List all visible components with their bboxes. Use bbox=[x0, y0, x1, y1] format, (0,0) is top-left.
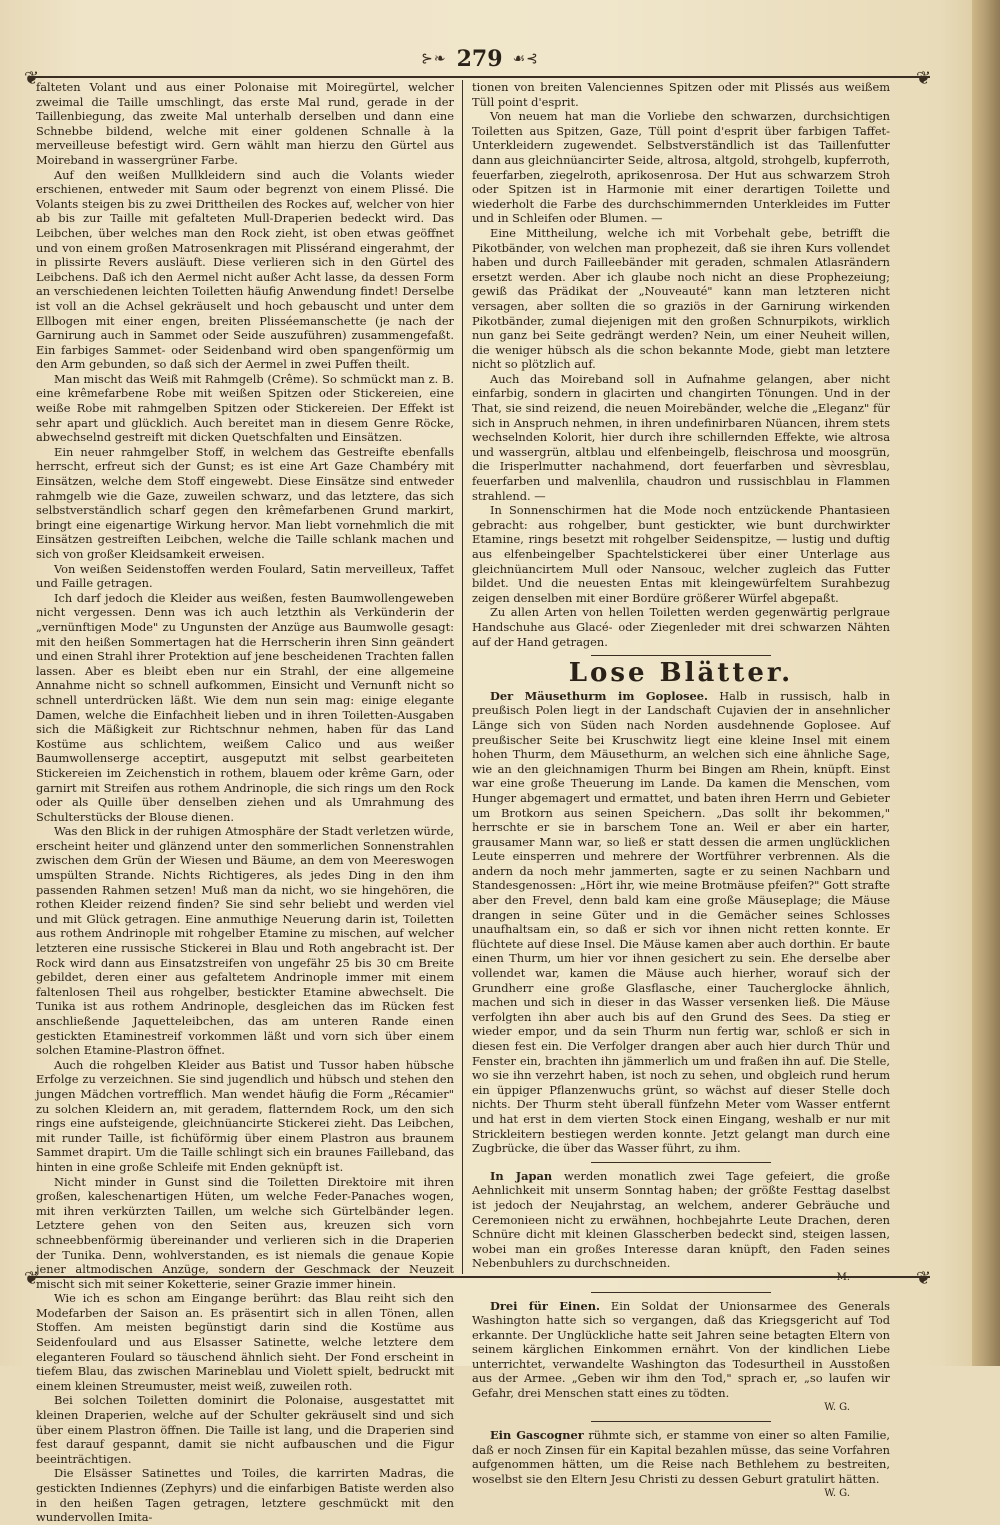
paragraph: Von weißen Seidenstoffen werden Foulard, Satin merveilleux, Taffet und Faille getragen. bbox=[36, 561, 454, 591]
story-title: Drei für Einen. bbox=[490, 1298, 600, 1313]
paragraph: In Sonnenschirmen hat die Mode noch entzückende Phantasieen gebracht: aus rohgelber, bunt gestickter, wie bunt durchwirkter Etamine, rings besetzt mit rohgelber Seidenspitze, — lustig und duftig aus elfenbeingelber Spachtelstickerei über einer Unterlage aus gleichnüancirtem Mull oder Nansouc, welcher zugleich das Futter bildet. Und die neuesten Entas mit kleingewürfeltem Surahbezug zeigen denselben mit einer Bordüre größerer Würfel abgepaßt. bbox=[472, 503, 890, 605]
left-column bbox=[36, 80, 454, 1525]
paragraph: Auch das Moireband soll in Aufnahme gelangen, aber nicht einfarbig, sondern in glacirten und changirten Tönungen. Und in der That, sie sind reizend, die neuen Moirebänder, welche die „Eleganz" für sich in Anspruch nehmen, in ihren undefinirbaren Nüancen, ihrem stets wechselnden Kolorit, hier durch ihre schillernden Effekte, wie altrosa und wassergrün, altblau und elfenbeingelb, fleischrosa und moosgrün, die Irisperlmutter nachahmend, dort feuerfarben und sèvresblau, feuerfarben und malvenlila, chaudron und russischblau in Flammen strahlend. — bbox=[472, 371, 890, 503]
signature: W. G. bbox=[824, 1401, 850, 1413]
story-divider bbox=[591, 1292, 771, 1293]
paragraph: Ein neuer rahmgelber Stoff, in welchem das Gestreifte ebenfalls herrscht, erfreut sich der Gunst; es ist eine Art Gaze Chambéry mit Einsätzen, welche dem Stoff eingewebt. Diese Einsätze sind entweder rahmgelb wie die Gaze, zuweilen schwarz, und das letztere, das sich selbstverständlich scharf gegen den krêmefarbenen Grund markirt, bringt eine eigenartige Wirkung hervor. Man liebt vornehmlich die mit Einsätzen gestreiften Leibchen, welche die Taille schlank machen und sich von großer Kleidsamkeit erweisen. bbox=[36, 444, 454, 561]
page-header bbox=[380, 44, 580, 74]
paragraph: Bei solchen Toiletten dominirt die Polonaise, ausgestattet mit kleinen Draperien, welche auf der Schulter gekräuselt sind und sich über einem Plastron öffnen. Die Taille ist lang, und die Draperien sind fest darauf gespannt, damit sie nicht aufbauschen und die Figur beeinträchtigen. bbox=[36, 1393, 454, 1466]
paragraph: Was den Blick in der ruhigen Atmosphäre der Stadt verletzen würde, erscheint heiter und glänzend unter den sommerlichen Sonnenstrahlen zwischen dem Grün der Wiesen und Bäume, an dem von Meereswogen umspülten Strande. Nichts Richtigeres, als jedes Ding in den ihm passenden Rahmen setzen! Muß man da nicht, wo sie hingehören, die rothen Kleider reizend finden? Sie sind sehr beliebt und werden viel und mit Glück getragen. Eine anmuthige Neuerung darin ist, Toiletten aus rothem Andrinople mit rohgelber Etamine zu mischen, auf welcher letzteren eine russische Stickerei in Blau und Roth angebracht ist. Der Rock wird dann aus Einsatzstreifen von ungefähr 25 bis 30 cm Breite gebildet, deren einer aus gefaltetem Andrinople immer mit einem faltenlosen Theil aus rohgelber, bestickter Etamine abwechselt. Die Tunika ist aus rothem Andrinople, desgleichen das im Rücken fest anschließende Jaquetteleibchen, das am unteren Rande einen gestickten Etaminestreif vorkommen läßt und vorn sich über einem solchen Etamine-Plastron öffnet. bbox=[36, 824, 454, 1058]
story-paragraph bbox=[472, 689, 890, 1156]
story-divider bbox=[591, 1421, 771, 1422]
story-title: Der Mäusethurm im Goplosee. bbox=[490, 688, 709, 703]
right-column bbox=[472, 80, 891, 1499]
column-divider bbox=[462, 80, 463, 1274]
story-text: Halb in russisch, halb in preußisch Polen liegt in der Landschaft Cujavien der in ansehnlicher Länge sich von Süden nach Norden ausdehnende Goplosee. Auf preußischer Seite bei Kruschwitz liegt eine kleine Insel mit einem hohen Thurm, dem Mäusethurm, an welchen sich eine ähnliche Sage, wie an den gleichnamigen Thurm bei Bingen am Rhein, knüpft. Einst war eine große Theuerung im Lande. Da kamen die Menschen, vom Hunger abgemagert und ermattet, und baten ihren Herrn und Gebieter um Brotkorn aus seinen Speichern. „Das sollt ihr bekommen," herrschte er sie in barschem Tone an. Weil er aber ein harter, grausamer Mann war, so ließ er statt dessen die armen unglücklichen Leute einsperren und mehrere der Wortführer verbrennen. Als die andern da noch mehr jammerten, sagte er zu seinen Nachbarn und Standesgenossen: „Hört ihr, wie meine Brotmäuse pfeifen?" Gott strafte aber den Frevel, denn bald kam eine große Mäuseplage; die Mäuse drangen in seine Güter und in die Gemächer seines Schlosses unaufhaltsam ein, so daß er sich vor ihnen nicht retten konnte. Er flüchtete auf diese Insel. Die Mäuse kamen aber auch dorthin. Er baute einen Thurm, um hier vor ihnen gesichert zu sein. Ehe derselbe aber vollendet war, kamen die Mäuse auch hierher, worauf sich der Grundherr eine große Glasflasche, einer Taucherglocke ähnlich, machen und sich in dieser in das Wasser versenken ließ. Die Mäuse verfolgten ihn aber auch bis auf den Grund des Sees. Da stieg er wieder empor, und da sein Thurm nun fertig war, schloß er sich in diesen fest ein. Die Verfolger drangen aber auch hier durch Thür und Fenster ein, brachten ihn jämmerlich um und fraßen ihn auf. Die Stelle, wo sie ihn verzehrt haben, ist noch zu sehen, und obgleich rund herum ein üppiger Pflanzenwuchs grünt, so wächst auf dieser Stelle doch nichts. Der Thurm steht überall fünfzehn Meter vom Wasser entfernt und hat erst in dem vierten Stock einen Eingang, weshalb er nur mit Strickleitern bestiegen werden konnte. Jetzt gelangt man durch eine Zugbrücke, die über das Wasser führt, zu ihm. bbox=[472, 688, 890, 1156]
top-border-rule bbox=[30, 76, 930, 78]
story-text: Ein Soldat der Unionsarmee des Generals Washington hatte sich so vergangen, daß das Kriegsgericht auf Tod erkannte. Der Unglückliche hatte seit Jahren seine betagten Eltern von seinem kärglichen Einkommen ernährt. Von der kindlichen Liebe unterrichtet, verwandelte Washington das Todesurtheil in Ausstoßen aus der Armee. „Geben wir ihm den Tod," sprach er, „so laufen wir Gefahr, drei Menschen statt eines zu tödten. bbox=[472, 1298, 890, 1401]
section-title: Lose Blätter. bbox=[568, 658, 794, 689]
corner-ornament-icon: ❦ bbox=[24, 68, 40, 89]
story-paragraph bbox=[472, 1428, 890, 1486]
paragraph: Wie ich es schon am Eingange berührt: das Blau reiht sich den Modefarben der Saison an. Es präsentirt sich in allen Tönen, allen Stoffen. Am meisten begünstigt darin sind die Kostüme aus Seidenfoulard und aus Elsasser Satinette, welche letztere dem eleganteren Foulard so täuschend ähnlich sieht. Der Fond erscheint in tiefem Blau, das zwischen Marineblau und Violett spielt, bedruckt mit einem kleinen Streumuster, meist weiß, zuweilen roth. bbox=[36, 1291, 454, 1393]
paragraph: Zu allen Arten von hellen Toiletten werden gegenwärtig perlgraue Handschuhe aus Glacé- oder Ziegenleder mit drei schwarzen Nähten auf der Hand getragen. bbox=[472, 605, 890, 649]
paragraph: falteten Volant und aus einer Polonaise mit Moiregürtel, welcher zweimal die Taille umschlingt, das erste Mal rund, gerade in der Taillenbiegung, das zweite Mal unterhalb derselben und dann eine Schnebbe bildend, welche mit einer goldenen Schnalle à la merveilleuse befestigt wird. Gern wählt man hierzu den Gürtel aus Moireband in wassergrüner Farbe. bbox=[36, 80, 454, 167]
story-title: Ein Gascogner bbox=[490, 1428, 584, 1443]
story-title: In Japan bbox=[490, 1168, 553, 1183]
story-paragraph bbox=[472, 1169, 890, 1271]
paragraph: Eine Mittheilung, welche ich mit Vorbehalt gebe, betrifft die Pikotbänder, von welchen man prophezeit, daß sie ihren Kurs vollendet haben und durch Failleebänder mit geraden, schmalen Atlasrändern ersetzt werden. Aber ich glaube noch nicht an diese Prophezeiung; gewiß das Prädikat der „Nouveauté" kann man letzteren nicht versagen, aber sollten die so graziös in der Garnirung wirkenden Pikotbänder, zumal diejenigen mit den großen Schnurpikots, wirklich nun ganz bei Seite gedrängt werden? Nein, um einer Neuheit willen, die weniger hübsch als die schon bekannte Mode, giebt man letztere nicht so plötzlich auf. bbox=[472, 225, 890, 372]
page-number: 279 bbox=[456, 46, 503, 72]
section-divider bbox=[591, 655, 771, 656]
header-ornament-right-icon: ☙⊰ bbox=[512, 51, 539, 67]
corner-ornament-icon: ❦ bbox=[916, 68, 932, 89]
corner-ornament-icon: ❦ bbox=[916, 1268, 932, 1289]
header-ornament-left-icon: ⊱❧ bbox=[421, 51, 447, 67]
paragraph: Die Elsässer Satinettes und Toiles, die karrirten Madras, die gestickten Indiennes (Zephyrs) und die einfarbigen Batiste werden also in den heißen Tagen getragen, letztere geschmückt mit den wundervollen Imita- bbox=[36, 1466, 454, 1525]
paragraph: Auch die rohgelben Kleider aus Batist und Tussor haben hübsche Erfolge zu verzeichnen. Sie sind jugendlich und hübsch und stehen den jungen Mädchen vortrefflich. Man wendet häufig die Form „Récamier" zu solchen Kleidern an, mit geradem, flatterndem Rock, um den sich rings eine aufsteigende, gleichnüancirte Stickerei zieht. Das Leibchen, mit runder Taille, ist fichüförmig über einem Plastron aus braunem Sammet drapirt. Um die Taille schlingt sich ein braunes Failleband, das hinten in eine große Schleife mit Enden geknüpft ist. bbox=[36, 1057, 454, 1174]
paragraph: Auf den weißen Mullkleidern sind auch die Volants wieder erschienen, entweder mit Saum oder begrenzt von einem Plissé. Die Volants steigen bis zu zwei Drittheilen des Rockes auf, welcher von hier ab bis zur Taille mit gefalteten Mull-Draperien bedeckt wird. Das Leibchen, über welches man den Rock zieht, ist oben etwas geöffnet und von einem großen Matrosenkragen mit Plissérand eingerahmt, der in plissirte Revers ausläuft. Diese verlieren sich in den Gürtel des Leibchens. Daß ich den Aermel nicht außer Acht lasse, da dessen Form an verschiedenen leichten Toiletten häufig Anwendung findet! Derselbe ist voll an die Achsel gekräuselt und hoch gebauscht und unter dem Ellbogen mit einer engen, breiten Plisséemanschette (je nach der Garnirung auch in Sammet oder Seide auszuführen) zusammengefaßt. Ein farbiges Sammet- oder Seidenband wird oben spangenförmig um den Arm gebunden, so daß sich der Aermel in zwei Puffen theilt. bbox=[36, 167, 454, 372]
story-text: rühmte sich, er stamme von einer so alten Familie, daß er noch Zinsen für ein Kapital bezahlen müsse, das seine Vorfahren aufgenommen hätten, um die Reise nach Bethlehem zu bestreiten, woselbst sie den Eltern Jesu Christi zu dessen Geburt gratulirt hätten. bbox=[472, 1428, 891, 1487]
book-binding-edge bbox=[972, 0, 1000, 1366]
story-text: werden monatlich zwei Tage gefeiert, die große Aehnlichkeit mit unserm Sonntag haben; der größte Festtag daselbst ist jedoch der Neujahrstag, an welchem, anderer Gebräuche und Ceremonieen nicht zu erwähnen, hochbejahrte Leute Drachen, deren Schnüre dicht mit kleinen Glasscherben bedeckt sind, steigen lassen, wobei man ein großes Interesse daran knüpft, den Faden seines Nebenbuhlers zu durchschneiden. bbox=[472, 1168, 890, 1271]
corner-ornament-icon: ❦ bbox=[24, 1268, 40, 1289]
paragraph: Nicht minder in Gunst sind die Toiletten Direktoire mit ihren großen, kaleschenartigen Hüten, um welche Feder-Panaches wogen, mit ihren verkürzten Taillen, um welche sich Gürtelbänder legen. Letztere gehen von den Seiten aus, kreuzen sich vorn schneebbenförmig übereinander und verlieren sich in die Draperien der Tunika. Denn, wohlverstanden, es ist niemals die genaue Kopie jener altmodischen Anzüge, sondern der Geschmack der Neuzeit mischt sich mit seiner Koketterie, seiner Grazie immer hinein. bbox=[36, 1174, 454, 1291]
signature: W. G. bbox=[824, 1487, 850, 1499]
signature: M. bbox=[836, 1271, 850, 1283]
story-paragraph bbox=[472, 1299, 890, 1401]
paragraph: tionen von breiten Valenciennes Spitzen oder mit Plissés aus weißem Tüll point d'esprit. bbox=[472, 80, 890, 109]
paragraph: Ich darf jedoch die Kleider aus weißen, festen Baumwollengeweben nicht vergessen. Denn was ich auch letzthin als Verkünderin der „vernünftigen Mode" zu Ungunsten der Anzüge aus Baumwolle gesagt: mit den heißen Sommertagen hat die Herrscherin ihren Sinn geändert und einen Strahl ihrer Protektion auf jene bescheidenen Trachten fallen lassen. Aber es bleibt eben nur ein Strahl, der eine allgemeine Annahme nicht so schnell aufkommen, Einsicht und Vernunft nicht so schnell unterdrücken läßt. Wie dem nun sein mag: einige elegante Damen, welche die Einfachheit lieben und in ihren Toiletten-Ausgaben sich die Mäßigkeit zur Richtschnur nehmen, haben für das Land Kostüme aus schlichtem, weißem Calico und aus weißer Baumwollenserge acceptirt, ausgeputzt mit selbst gearbeiteten Stickereien im Zeichenstich in rothem, blauem oder krême Garn, oder garnirt mit Streifen aus rothem Andrinople, die sich rings um den Rock oder als Quille über denselben ziehen und als Umrahmung des Schulterstücks der Blouse dienen. bbox=[36, 590, 454, 824]
paragraph: Von neuem hat man die Vorliebe den schwarzen, durchsichtigen Toiletten aus Spitzen, Gaze, Tüll point d'esprit über farbigen Taffet-Unterkleidern zugewendet. Selbstverständlich ist das Taillenfutter dann aus gleichnüancirter Seide, altrosa, altgold, strohgelb, kupferroth, feuerfarben, ziegelroth, aprikosenrosa. Der Hut aus schwarzem Stroh oder Spitzen ist in Harmonie mit einer derartigen Toilette und wiederholt die Farbe des durchschimmernden Unterkleides im Futter und in Schleifen oder Blumen. — bbox=[472, 109, 890, 226]
paragraph: Man mischt das Weiß mit Rahmgelb (Crême). So schmückt man z. B. eine krêmefarbene Robe mit weißen Spitzen oder Stickereien, eine weiße Robe mit rahmgelben Spitzen oder Stickereien. Der Effekt ist sehr apart und glücklich. Auch bereitet man in diesem Genre Röcke, abwechselnd gestreift mit dicken Quetschfalten und Einsätzen. bbox=[36, 371, 454, 445]
story-divider bbox=[591, 1162, 771, 1163]
